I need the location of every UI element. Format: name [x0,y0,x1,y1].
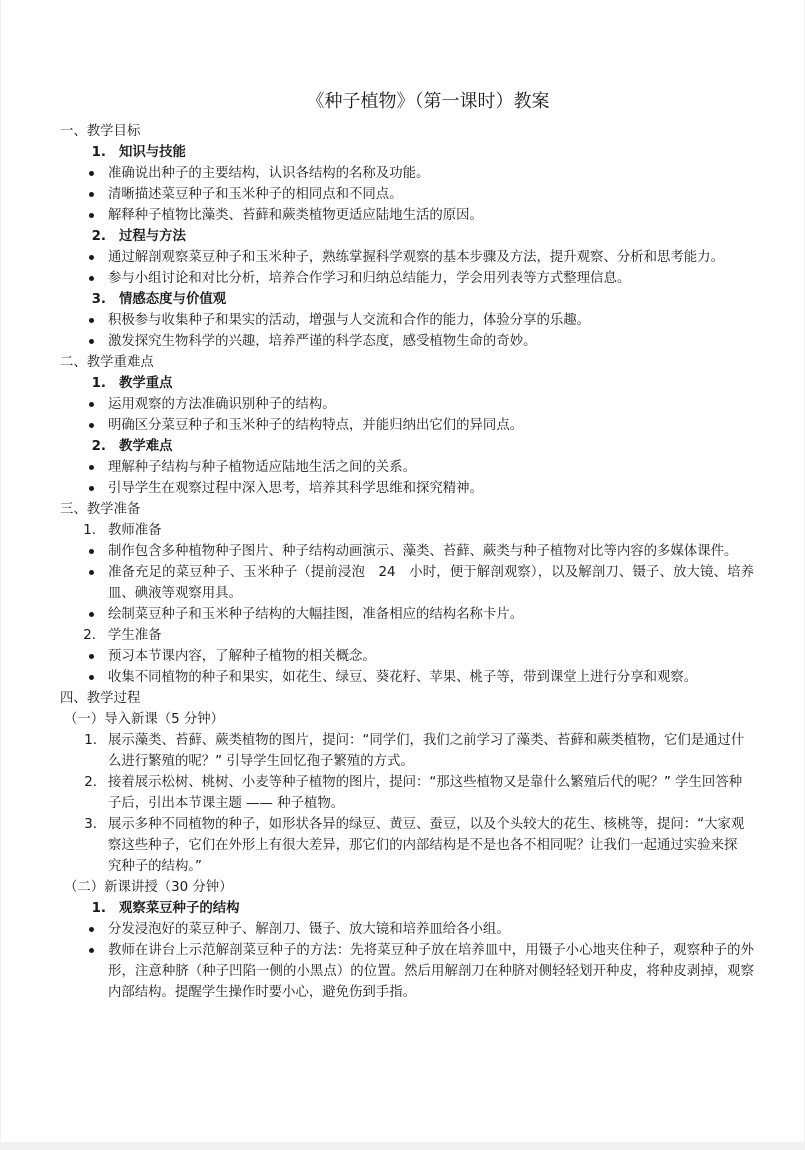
bullet-icon [60,478,108,499]
list-item: 理解种子结构与种子植物适应陆地生活之间的关系。 [60,457,754,478]
group-number: 1. [83,523,96,538]
group-label: 观察菜豆种子的结构 [119,901,240,916]
bullet-icon [60,646,108,667]
bullet-icon [60,331,108,352]
bullet-icon [60,247,108,268]
list-item: 分发浸泡好的菜豆种子、解剖刀、镊子、放大镜和培养皿给各小组。 [60,919,754,940]
group-label: 教师准备 [108,523,162,538]
bullet-icon [60,940,108,1003]
bullet-icon [60,562,108,604]
bullet-icon [60,310,108,331]
preparation-group-student [60,625,754,646]
bullet-icon [60,415,108,436]
group-number: 1. [91,145,106,160]
group-number: 2. [91,439,106,454]
bullet-icon [60,604,108,625]
process-part-intro: （一）导入新课（5 分钟） [64,712,225,727]
step-number: 2. [84,775,97,790]
document-title: 《种子植物》（第一课时）教案 [306,91,550,112]
process-step [60,730,754,772]
step-number: 3. [84,817,97,832]
objective-group-attitude [60,289,754,310]
list-item: 教师在讲台上示范解剖菜豆种子的方法：先将菜豆种子放在培养皿中，用镊子小心地夹住种子，观察种子的外形，注意种脐（种子凹陷一侧的小黑点）的位置。然后用解剖刀在种脐对侧轻轻划开种皮，将种皮剥掉，观察内部结构。提醒学生操作时要小心，避免伤到手指。 [60,940,754,1003]
process-step [60,772,754,814]
bullet-icon [60,667,108,688]
group-number: 2. [83,628,96,643]
preparation-group-teacher [60,520,754,541]
bullet-icon [60,268,108,289]
bullet-icon [60,394,108,415]
group-number: 3. [91,292,106,307]
list-item: 参与小组讨论和对比分析，培养合作学习和归纳总结能力，学会用列表等方式整理信息。 [60,268,754,289]
objective-group-process [60,226,754,247]
group-label: 学生准备 [108,628,162,643]
group-label: 知识与技能 [119,145,186,160]
list-item: 引导学生在观察过程中深入思考，培养其科学思维和探究精神。 [60,478,754,499]
bullet-icon [60,541,108,562]
step-text: 展示藻类、苔藓、蕨类植物的图片，提问：“同学们，我们之前学习了藻类、苔藓和蕨类植物，它们是通过什么进行繁殖的呢？” 引导学生回忆孢子繁殖的方式。 [108,733,745,769]
list-item: 通过解剖观察菜豆种子和玉米种子，熟练掌握科学观察的基本步骤及方法，提升观察、分析和思考能力。 [60,247,754,268]
group-number: 2. [91,229,106,244]
lecture-group-bean-seed [60,898,754,919]
list-item: 准确说出种子的主要结构，认识各结构的名称及功能。 [60,163,754,184]
process-part-lecture: （二）新课讲授（30 分钟） [64,880,233,895]
document-page [1,0,804,1142]
list-item: 激发探究生物科学的兴趣，培养严谨的科学态度，感受植物生命的奇妙。 [60,331,754,352]
bullet-icon [60,163,108,184]
group-label: 教学难点 [119,439,173,454]
list-item: 积极参与收集种子和果实的活动，增强与人交流和合作的能力，体验分享的乐趣。 [60,310,754,331]
list-item: 准备充足的菜豆种子、玉米种子（提前浸泡 24 小时，便于解剖观察），以及解剖刀、镊子、放大镜、培养皿、碘液等观察用具。 [60,562,754,604]
group-number: 1. [91,376,106,391]
list-item: 制作包含多种植物种子图片、种子结构动画演示、藻类、苔藓、蕨类与种子植物对比等内容的多媒体课件。 [60,541,754,562]
bullet-icon [60,184,108,205]
key-point-group-focus [60,373,754,394]
step-text: 展示多种不同植物的种子，如形状各异的绿豆、黄豆、蚕豆，以及个头较大的花生、核桃等，提问：“大家观察这些种子，它们在外形上有很大差异，那它们的内部结构是不是也各不相同呢？让我们一起通过实验来探究种子的结构。” [108,817,745,874]
bullet-icon [60,205,108,226]
step-text: 接着展示松树、桃树、小麦等种子植物的图片，提问：“那这些植物又是靠什么繁殖后代的呢？” 学生回答种子后，引出本节课主题 —— 种子植物。 [108,775,743,811]
section-heading-key-points: 二、教学重难点 [60,355,154,370]
group-label: 过程与方法 [119,229,186,244]
step-number: 1. [84,733,97,748]
section-heading-preparation: 三、教学准备 [60,502,141,517]
bullet-icon [60,919,108,940]
section-heading-objectives: 一、教学目标 [60,124,141,139]
objective-group-knowledge [60,142,754,163]
list-item: 收集不同植物的种子和果实，如花生、绿豆、葵花籽、苹果、桃子等，带到课堂上进行分享和观察。 [60,667,754,688]
group-number: 1. [91,901,106,916]
list-item: 清晰描述菜豆种子和玉米种子的相同点和不同点。 [60,184,754,205]
section-heading-process: 四、教学过程 [60,691,141,706]
group-label: 教学重点 [119,376,173,391]
key-point-group-difficulty [60,436,754,457]
list-item: 解释种子植物比藻类、苔藓和蕨类植物更适应陆地生活的原因。 [60,205,754,226]
list-item: 运用观察的方法准确识别种子的结构。 [60,394,754,415]
group-label: 情感态度与价值观 [119,292,227,307]
list-item: 绘制菜豆种子和玉米种子结构的大幅挂图，准备相应的结构名称卡片。 [60,604,754,625]
list-item: 预习本节课内容，了解种子植物的相关概念。 [60,646,754,667]
process-step [60,814,754,877]
bullet-icon [60,457,108,478]
list-item: 明确区分菜豆种子和玉米种子的结构特点，并能归纳出它们的异同点。 [60,415,754,436]
